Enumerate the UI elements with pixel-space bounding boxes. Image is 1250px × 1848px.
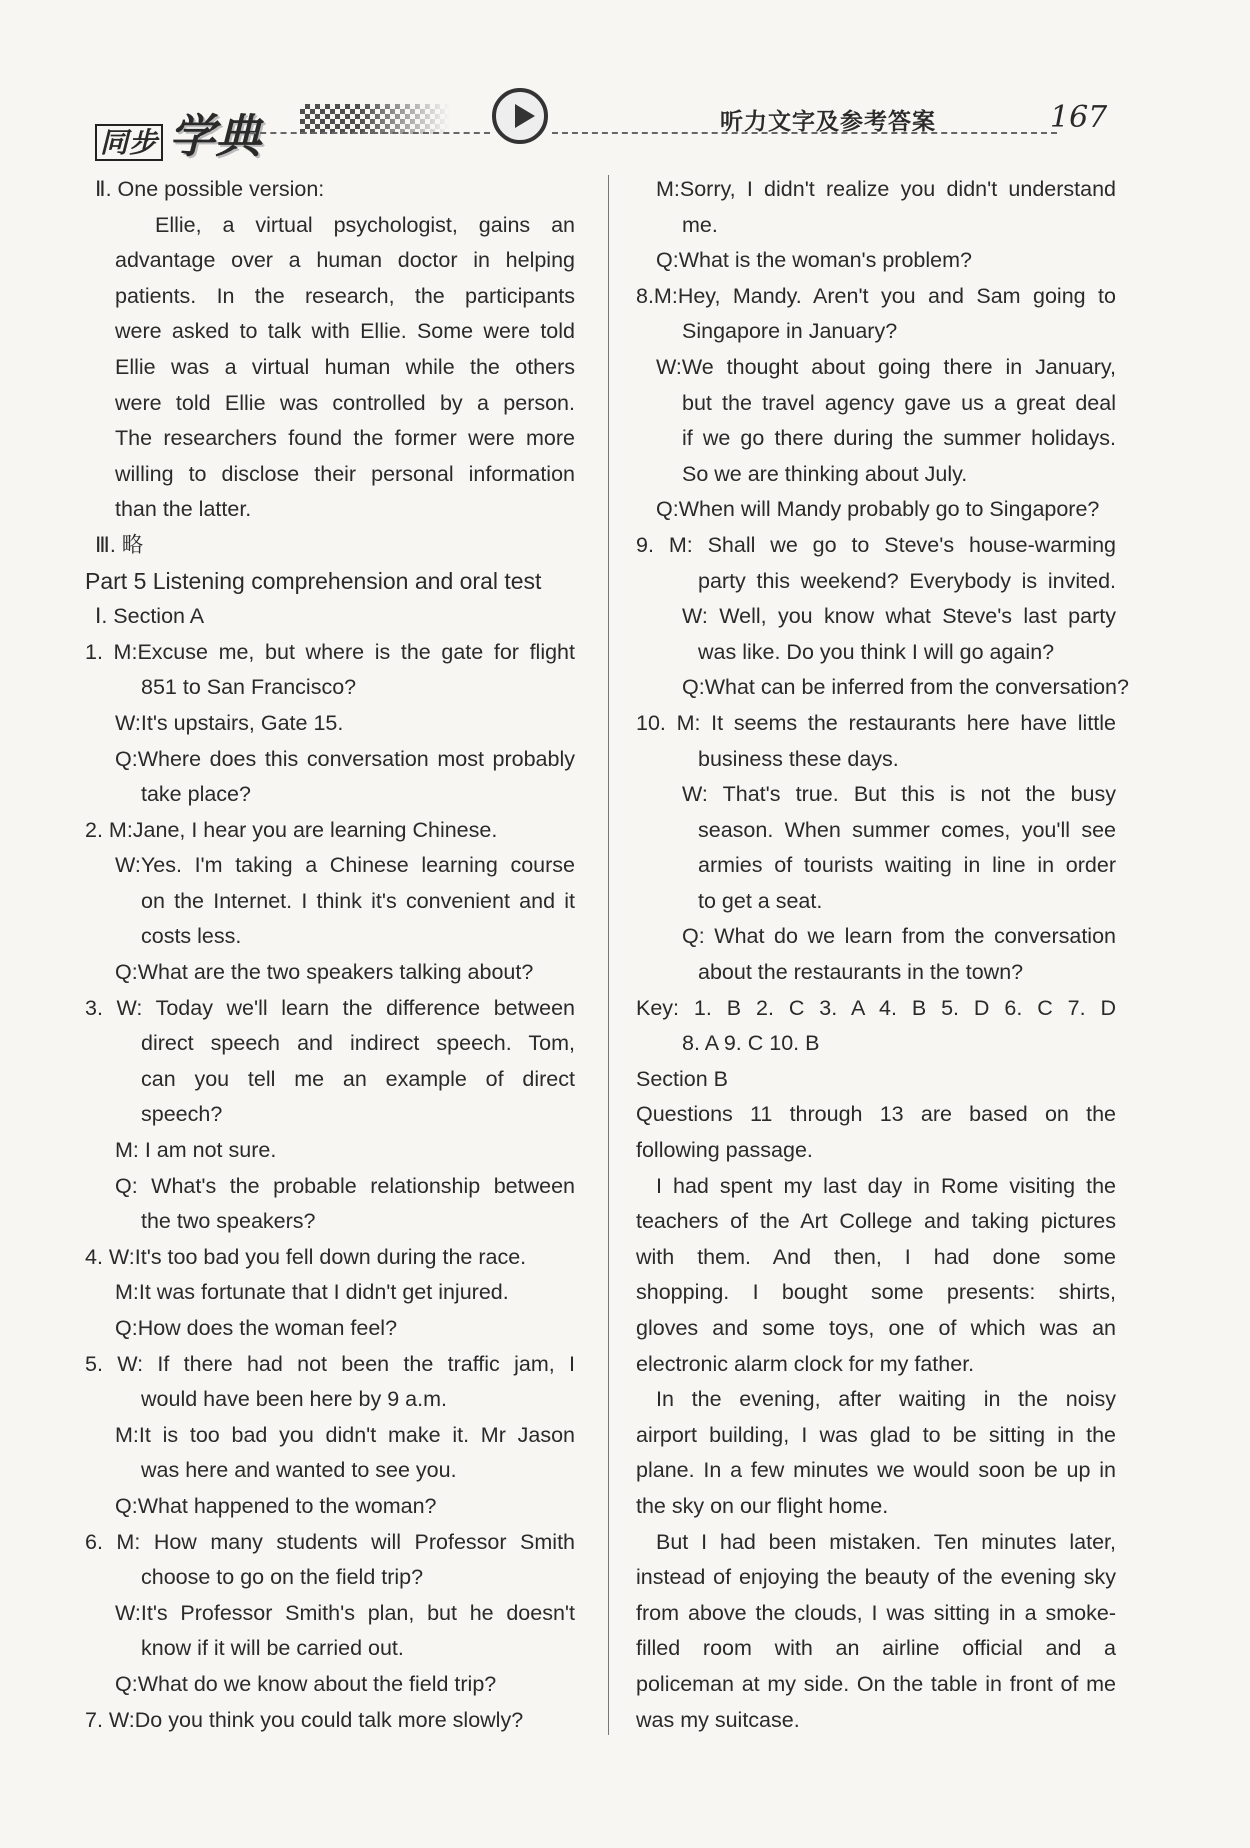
text-line: following passage. — [636, 1138, 813, 1163]
text-line: Part 5 Listening comprehension and oral test — [85, 567, 542, 594]
text-line: W: That's true. But this is not the busy — [682, 782, 1116, 807]
text-line: was my suitcase. — [636, 1707, 800, 1732]
text-line: but the travel agency gave us a great deal — [682, 390, 1116, 415]
text-line: season. When summer comes, you'll see — [698, 817, 1116, 842]
text-line: W:We thought about going there in January, — [656, 354, 1116, 379]
text-line: 1. M:Excuse me, but where is the gate for flight — [85, 639, 575, 664]
text-line: was here and wanted to see you. — [141, 1458, 457, 1483]
text-line: know if it will be carried out. — [141, 1636, 404, 1661]
text-line: take place? — [141, 782, 251, 807]
text-line: than the latter. — [115, 497, 252, 522]
text-line: 8. A 9. C 10. B — [682, 1031, 820, 1056]
text-line: business these days. — [698, 746, 899, 771]
text-line: airport building, I was glad to be sitting in the — [636, 1422, 1116, 1447]
text-line: 9. M: Shall we go to Steve's house-warming — [636, 532, 1116, 557]
text-line: with them. And then, I had done some — [636, 1244, 1116, 1269]
text-line: W:It's Professor Smith's plan, but he doesn't — [115, 1600, 575, 1625]
text-line: Ⅱ. One possible version: — [95, 177, 325, 201]
text-line: advantage over a human doctor in helping — [115, 248, 575, 273]
text-line: In the evening, after waiting in the noisy — [656, 1387, 1116, 1412]
text-line: me. — [682, 212, 718, 237]
text-line: would have been here by 9 a.m. — [141, 1387, 447, 1412]
text-line: armies of tourists waiting in line in order — [698, 853, 1116, 878]
text-line: Q:What can be inferred from the conversation? — [682, 675, 1129, 700]
text-line: instead of enjoying the beauty of the evening sky — [636, 1565, 1116, 1590]
text-line: filled room with an airline official and a — [636, 1636, 1116, 1661]
text-line: was like. Do you think I will go again? — [698, 639, 1055, 664]
column-divider — [608, 175, 609, 1735]
text-line: willing to disclose their personal information — [115, 461, 575, 486]
text-line: plane. In a few minutes we would soon be up in — [636, 1458, 1116, 1483]
text-line: speech? — [141, 1102, 223, 1127]
text-line: can you tell me an example of direct — [141, 1066, 575, 1091]
text-line: Singapore in January? — [682, 319, 898, 344]
text-line: 5. W: If there had not been the traffic jam, I — [85, 1351, 575, 1376]
text-line: about the restaurants in the town? — [698, 960, 1024, 985]
text-line: 4. W:It's too bad you fell down during the race. — [85, 1244, 527, 1269]
text-line: I had spent my last day in Rome visiting the — [656, 1173, 1116, 1198]
text-line: party this weekend? Everybody is invited. — [698, 568, 1116, 593]
text-line: direct speech and indirect speech. Tom, — [141, 1031, 575, 1056]
text-line: Ellie, a virtual psychologist, gains an — [155, 212, 575, 237]
text-line: Ⅰ. Section A — [95, 604, 205, 629]
page-number: 167 — [1050, 100, 1108, 135]
text-line: were asked to talk with Ellie. Some were told — [115, 319, 575, 344]
text-line: policeman at my side. On the table in front of me — [636, 1671, 1116, 1696]
text-line: Q: What's the probable relationship between — [115, 1173, 575, 1198]
text-line: M: I am not sure. — [115, 1138, 277, 1163]
text-line: teachers of the Art College and taking pictures — [636, 1209, 1116, 1234]
text-line: if we go there during the summer holidays. — [682, 426, 1116, 451]
header-rule-left — [250, 132, 490, 134]
text-line: Questions 11 through 13 are based on the — [636, 1102, 1116, 1127]
text-line: The researchers found the former were more — [115, 426, 575, 451]
text-line: to get a seat. — [698, 888, 823, 913]
text-line: shopping. I bought some presents: shirts, — [636, 1280, 1116, 1305]
text-line: 2. M:Jane, I hear you are learning Chinese. — [85, 817, 498, 842]
text-line: M:It is too bad you didn't make it. Mr Jason — [115, 1422, 575, 1447]
text-line: So we are thinking about July. — [682, 461, 968, 486]
text-line: Q: What do we learn from the conversation — [682, 924, 1116, 949]
text-line: electronic alarm clock for my father. — [636, 1351, 975, 1376]
text-line: the two speakers? — [141, 1209, 316, 1234]
text-line: gloves and some toys, one of which was an — [636, 1316, 1116, 1340]
text-line: patients. In the research, the participants — [115, 283, 575, 308]
text-line: Q:What do we know about the field trip? — [115, 1671, 497, 1696]
text-line: 851 to San Francisco? — [141, 675, 357, 700]
logo-big-text: 学典 — [169, 109, 262, 163]
logo-small-text: 同步 — [95, 124, 163, 161]
text-line: Section B — [636, 1066, 729, 1091]
text-line: costs less. — [141, 924, 242, 949]
text-line: W:Yes. I'm taking a Chinese learning course — [115, 853, 575, 878]
header-title: 听力文字及参考答案 — [720, 108, 936, 134]
text-line: Q:How does the woman feel? — [115, 1316, 398, 1340]
text-line: from above the clouds, I was sitting in a smoke- — [636, 1600, 1116, 1625]
text-line: W:It's upstairs, Gate 15. — [115, 710, 344, 735]
checker-decoration — [300, 104, 450, 134]
text-line: Ⅲ. 略 — [95, 532, 144, 557]
text-line: 7. W:Do you think you could talk more slowly? — [85, 1707, 524, 1732]
text-line: 3. W: Today we'll learn the difference between — [85, 995, 575, 1020]
text-line: Q:What is the woman's problem? — [656, 248, 972, 273]
text-line: 6. M: How many students will Professor Smith — [85, 1529, 575, 1554]
right-column — [636, 172, 1129, 1738]
text-line: Ellie was a virtual human while the others — [115, 354, 575, 379]
text-line: M:It was fortunate that I didn't get injured. — [115, 1280, 509, 1305]
text-line: Q:What are the two speakers talking about? — [115, 960, 534, 985]
text-line: Q:When will Mandy probably go to Singapore? — [656, 497, 1100, 522]
text-line: 8.M:Hey, Mandy. Aren't you and Sam going to — [636, 283, 1116, 308]
text-line: 10. M: It seems the restaurants here have little — [636, 710, 1116, 735]
text-line: choose to go on the field trip? — [141, 1565, 424, 1590]
text-line: Q:What happened to the woman? — [115, 1493, 437, 1518]
book-logo — [95, 100, 261, 166]
text-line: Key: 1. B 2. C 3. A 4. B 5. D 6. C 7. D — [636, 995, 1116, 1020]
text-line: on the Internet. I think it's convenient and it — [141, 888, 575, 913]
text-line: the sky on our flight home. — [636, 1493, 889, 1518]
text-line: But I had been mistaken. Ten minutes later, — [656, 1529, 1116, 1554]
text-line: M:Sorry, I didn't realize you didn't understand — [656, 177, 1116, 201]
text-line: were told Ellie was controlled by a person. — [115, 390, 575, 415]
text-line: Q:Where does this conversation most probably — [115, 746, 575, 771]
text-line: W: Well, you know what Steve's last party — [682, 604, 1116, 629]
play-icon — [492, 88, 548, 144]
left-column — [85, 172, 575, 1738]
